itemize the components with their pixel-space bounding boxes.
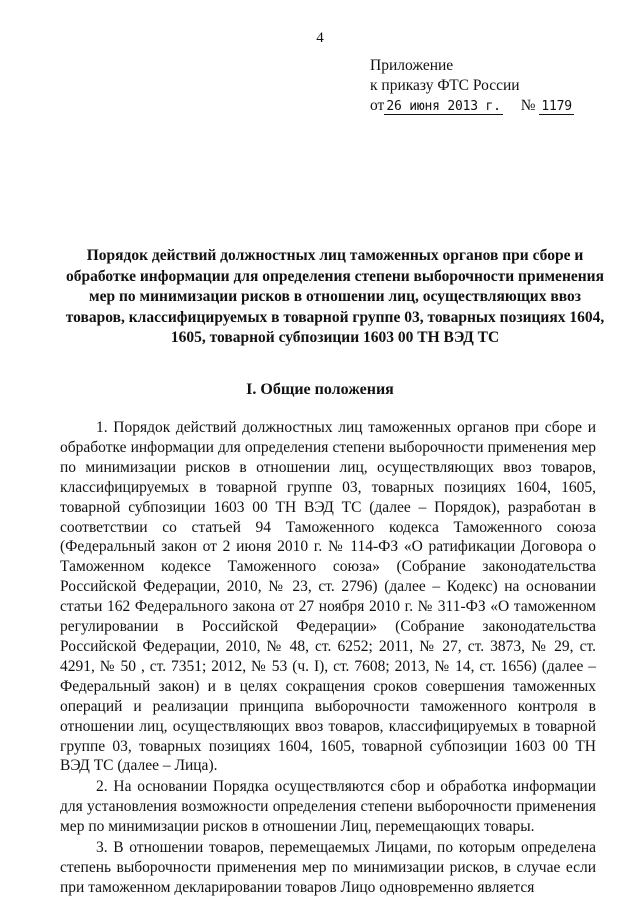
annex-title: Приложение [370,57,454,74]
annex-number-label: № [520,97,536,114]
document-title: Порядок действий должностных лиц таможенных органов при сборе и обработке информации для определения степени выборочности применения мер по минимизации рисков в отношении лиц, осуществляющих ввоз товаров, классифицируемых в товарной группе 03, товарных позициях 1604, 1605, товарной субпозиции 1603 00 ТН ВЭД ТС [65,247,605,346]
annex-block [370,56,574,117]
paragraph: 2. На основании Порядка осуществляются сбор и обработка информации для установления возможности определения степени выборочности применения мер по минимизации рисков в отношении Лиц, перемещающих товары. [60,778,596,836]
body-text [60,418,596,899]
annex-date-line [370,96,574,117]
annex-order-reference: к приказу ФТС России [370,77,520,94]
section-heading: I. Общие положения [246,381,394,398]
page-number: 4 [316,30,324,46]
annex-number-value: 1179 [541,99,572,114]
paragraph: 1. Порядок действий должностных лиц таможенных органов при сборе и обработке информации для определения степени выборочности применения мер по минимизации рисков в отношении лиц, осуществляющих ввоз товаров, классифицируемых в товарной группе 03, товарных позициях 1604, 1605, товарной субпозиции 1603 00 ТН ВЭД ТС (далее – Порядок), разработан в соответствии со статьей 94 Таможенного кодекса Таможенного союза (Федеральный закон от 2 июня 2010 г. № 114-ФЗ «О ратификации Договора о Таможенном кодексе Таможенного союза» (Собрание законодательства Российской Федерации, 2010, № 23, ст. 2796) (далее – Кодекс) на основании статьи 162 Федерального закона от 27 ноября 2010 г. № 311-ФЗ «О таможенном регулировании в Российской Федерации» (Собрание законодательства Российской Федерации, 2010, № 48, ст. 6252; 2011, № 27, ст. 3873, № 29, ст. 4291, № 50 , ст. 7351; 2012, № 53 (ч. I), ст. 7608; 2013, № 14, ст. 1656) (далее – Федеральный закон) и в целях сокращения сроков совершения таможенных операций и реализации принципа выборочности таможенного контроля в отношении лиц, осуществляющих ввоз товаров, классифицируемых в товарной группе 03, товарных позициях 1604, 1605, товарной субпозиции 1603 00 ТН ВЭД ТС (далее – Лица). [60,419,596,775]
annex-date-prefix: от [370,97,385,114]
paragraph: 3. В отношении товаров, перемещаемых Лицами, по которым определена степень выборочности применения мер по минимизации рисков, в случае если при таможенном декларировании товаров Лицо одновременно является [60,839,596,896]
annex-date-value: 26 июня 2013 г. [386,99,501,114]
